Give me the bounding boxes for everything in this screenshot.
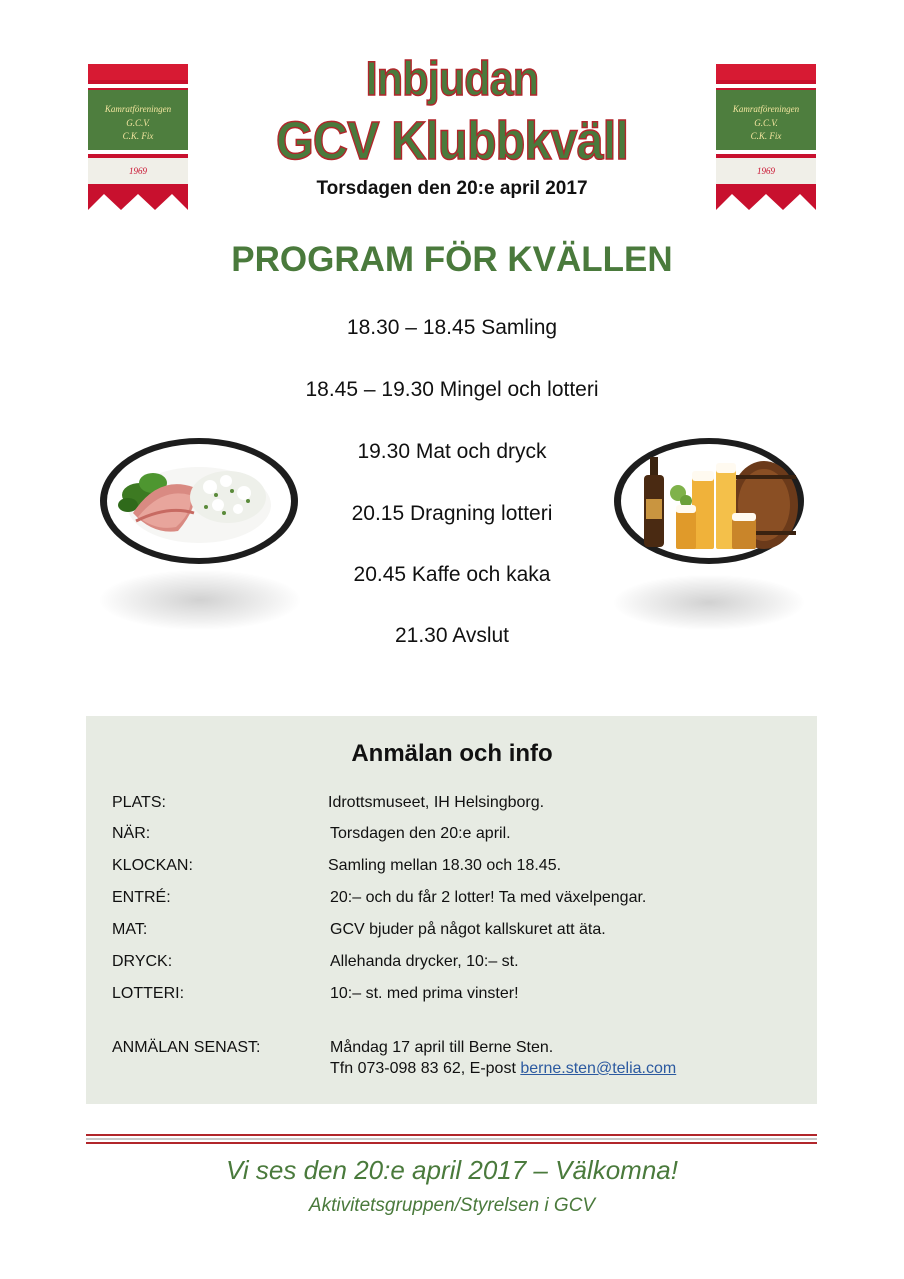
divider-grey (86, 1138, 817, 1140)
banner-text1: Kamratföreningen (732, 104, 800, 114)
contact-phone: Tfn 073-098 83 62, E-post (330, 1060, 521, 1077)
info-label-dryck: DRYCK: (112, 953, 173, 970)
email-link[interactable]: berne.sten@telia.com (520, 1060, 677, 1077)
banner-year: 1969 (757, 166, 775, 176)
info-label-plats: PLATS: (112, 794, 166, 811)
welcome-message: Vi ses den 20:e april 2017 – Välkomna! (226, 1155, 678, 1185)
info-value-lotteri: 10:– st. med prima vinster! (330, 985, 519, 1002)
plate-shadow-right (614, 575, 804, 630)
info-value-entre: 20:– och du får 2 lotter! Ta med växelpengar. (330, 889, 647, 906)
schedule-item: 20.15 Dragning lotteri (351, 502, 553, 525)
info-label-entre: ENTRÉ: (112, 889, 171, 906)
schedule-item: 20.45 Kaffe och kaka (353, 563, 551, 586)
schedule-item: 18.30 – 18.45 Samling (346, 316, 558, 339)
info-heading: Anmälan och info (351, 740, 553, 767)
banner-text2: G.C.V. (126, 118, 150, 128)
info-label-mat: MAT: (112, 921, 148, 938)
organizer-signature: Aktivitetsgruppen/Styrelsen i GCV (308, 1195, 596, 1216)
info-value-klockan: Samling mellan 18.30 och 18.45. (328, 857, 562, 874)
info-value-nar: Torsdagen den 20:e april. (330, 825, 511, 842)
banner-text2: G.C.V. (754, 118, 778, 128)
schedule-item: 21.30 Avslut (394, 624, 510, 647)
event-date: Torsdagen den 20:e april 2017 (316, 178, 588, 199)
banner-text3: C.K. Fix (750, 131, 782, 141)
info-value-mat: GCV bjuder på något kallskuret att äta. (330, 921, 606, 938)
info-value-plats: Idrottsmuseet, IH Helsingborg. (328, 794, 545, 811)
banner-year: 1969 (129, 166, 147, 176)
food-plate-image (98, 435, 300, 572)
info-label-lotteri: LOTTERI: (112, 985, 185, 1002)
info-label-klockan: KLOCKAN: (112, 857, 193, 874)
divider-red-bottom (86, 1142, 817, 1144)
info-value-anmalan: Måndag 17 april till Berne Sten. (330, 1039, 554, 1056)
banner-text1: Kamratföreningen (104, 104, 172, 114)
schedule-item: 18.45 – 19.30 Mingel och lotteri (305, 378, 599, 401)
divider-red-top (86, 1134, 817, 1136)
event-title: GCV Klubbkväll (276, 111, 628, 171)
plate-shadow-left (100, 570, 300, 630)
info-label-anmalan: ANMÄLAN SENAST: (112, 1039, 261, 1056)
program-heading: PROGRAM FÖR KVÄLLEN (231, 240, 673, 279)
drinks-plate-image (612, 435, 806, 572)
contact-line (330, 1060, 676, 1078)
schedule-item: 19.30 Mat och dryck (357, 440, 547, 463)
banner-text3: C.K. Fix (122, 131, 154, 141)
invitation-title: Inbjudan (365, 53, 539, 106)
info-label-nar: NÄR: (112, 825, 151, 842)
info-value-dryck: Allehanda drycker, 10:– st. (330, 953, 519, 970)
